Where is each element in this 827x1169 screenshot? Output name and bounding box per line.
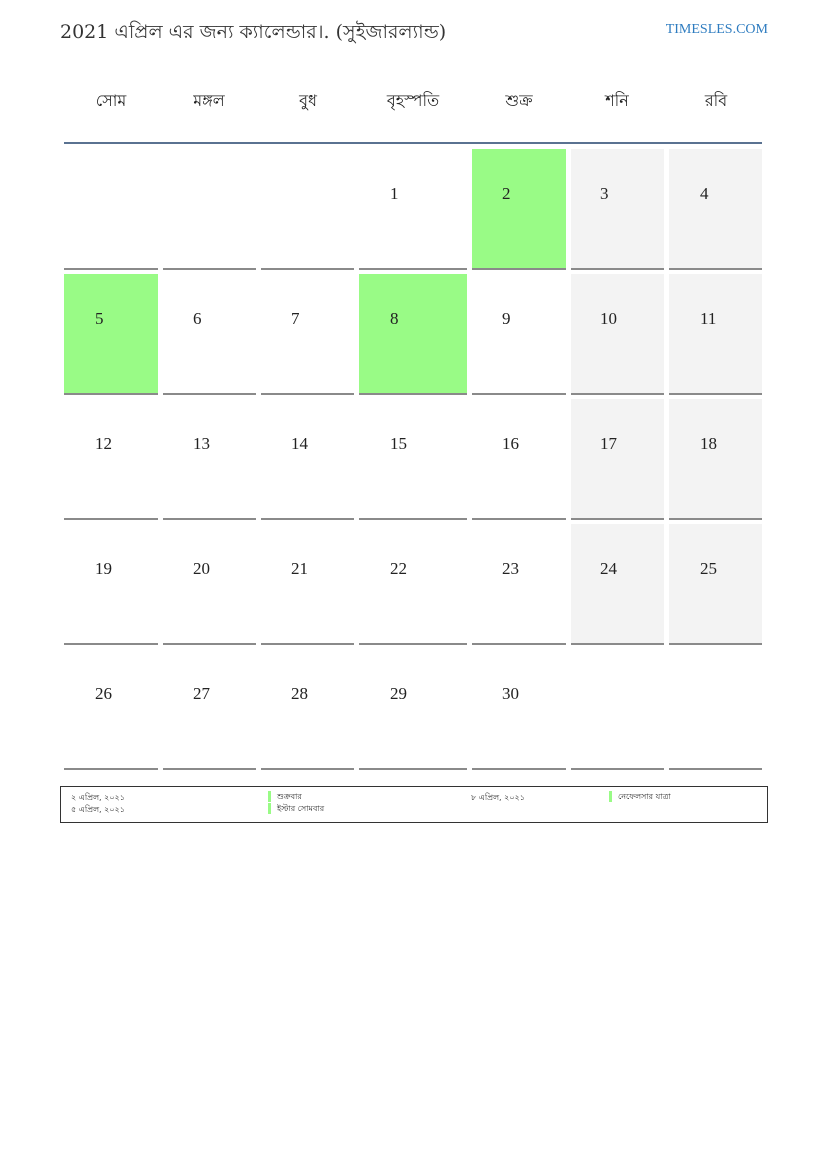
- holiday-date: ৫ এপ্রিল, ২০২১: [71, 805, 125, 814]
- empty-day-cell: [163, 149, 256, 270]
- day-cell[interactable]: [571, 524, 664, 645]
- empty-day-cell: [261, 149, 354, 270]
- day-cell[interactable]: [64, 649, 158, 770]
- weekday-label: শনি: [605, 91, 629, 110]
- day-number: 23: [502, 559, 519, 578]
- day-cell[interactable]: [359, 274, 467, 395]
- weekday-label: বৃহস্পতি: [386, 91, 440, 110]
- day-number: 20: [193, 559, 210, 578]
- page-title: 2021 এপ্রিল এর জন্য ক্যালেন্ডার।. (সুইজারল্যান্ড): [60, 21, 447, 43]
- day-number: 3: [600, 184, 609, 203]
- day-number: 29: [390, 684, 407, 703]
- day-cell[interactable]: [472, 399, 566, 520]
- day-cell[interactable]: [261, 524, 354, 645]
- day-cell[interactable]: [359, 524, 467, 645]
- day-cell[interactable]: [472, 149, 566, 270]
- day-cell[interactable]: [64, 399, 158, 520]
- day-number: 14: [291, 434, 308, 453]
- day-cell[interactable]: [64, 524, 158, 645]
- day-cell[interactable]: [571, 149, 664, 270]
- weekday-label: বুধ: [299, 91, 317, 110]
- day-cell[interactable]: [163, 274, 256, 395]
- site-link[interactable]: TIMESLES.COM: [665, 22, 768, 37]
- day-number: 4: [700, 184, 709, 203]
- day-number: 27: [193, 684, 210, 703]
- day-number: 2: [502, 184, 511, 203]
- day-cell[interactable]: [669, 524, 762, 645]
- day-cell[interactable]: [669, 149, 762, 270]
- day-number: 30: [502, 684, 519, 703]
- day-number: 26: [95, 684, 112, 703]
- day-number: 5: [95, 309, 104, 328]
- day-cell[interactable]: [571, 274, 664, 395]
- weekday-header-row: [0, 88, 827, 118]
- day-number: 9: [502, 309, 511, 328]
- day-cell[interactable]: [64, 274, 158, 395]
- weekday-label: শুক্র: [505, 91, 533, 110]
- day-number: 22: [390, 559, 407, 578]
- day-number: 12: [95, 434, 112, 453]
- day-cell[interactable]: [571, 399, 664, 520]
- day-number: 21: [291, 559, 308, 578]
- day-number: 28: [291, 684, 308, 703]
- day-cell[interactable]: [472, 649, 566, 770]
- header-divider: [64, 142, 762, 144]
- day-number: 17: [600, 434, 617, 453]
- empty-day-cell: [571, 649, 664, 770]
- weekday-label: সোম: [95, 91, 127, 110]
- day-cell[interactable]: [261, 649, 354, 770]
- day-cell[interactable]: [163, 399, 256, 520]
- day-number: 16: [502, 434, 519, 453]
- day-cell[interactable]: [472, 524, 566, 645]
- holiday-name: শুক্রবার: [268, 791, 302, 802]
- holiday-name: নেফেলসার যাত্রা: [609, 791, 671, 802]
- day-number: 1: [390, 184, 399, 203]
- day-number: 24: [600, 559, 617, 578]
- holiday-name: ইস্টার সোমবার: [268, 803, 324, 814]
- day-cell[interactable]: [669, 399, 762, 520]
- empty-day-cell: [64, 149, 158, 270]
- day-cell[interactable]: [261, 274, 354, 395]
- day-number: 25: [700, 559, 717, 578]
- day-number: 6: [193, 309, 202, 328]
- weekday-label: রবি: [704, 91, 728, 110]
- day-cell[interactable]: [163, 649, 256, 770]
- day-cell[interactable]: [359, 399, 467, 520]
- day-number: 10: [600, 309, 617, 328]
- empty-day-cell: [669, 649, 762, 770]
- holiday-date: ৮ এপ্রিল, ২০২১: [471, 793, 525, 802]
- day-cell[interactable]: [669, 274, 762, 395]
- day-number: 11: [700, 309, 717, 328]
- day-cell[interactable]: [472, 274, 566, 395]
- holiday-legend: [60, 786, 768, 823]
- day-number: 8: [390, 309, 399, 328]
- day-cell[interactable]: [261, 399, 354, 520]
- holiday-date: ২ এপ্রিল, ২০২১: [71, 793, 125, 802]
- day-number: 7: [291, 309, 300, 328]
- day-cell[interactable]: [359, 149, 467, 270]
- day-number: 15: [390, 434, 407, 453]
- day-cell[interactable]: [163, 524, 256, 645]
- weekday-label: মঙ্গল: [193, 91, 225, 110]
- day-number: 18: [700, 434, 717, 453]
- day-number: 13: [193, 434, 210, 453]
- day-cell[interactable]: [359, 649, 467, 770]
- day-number: 19: [95, 559, 112, 578]
